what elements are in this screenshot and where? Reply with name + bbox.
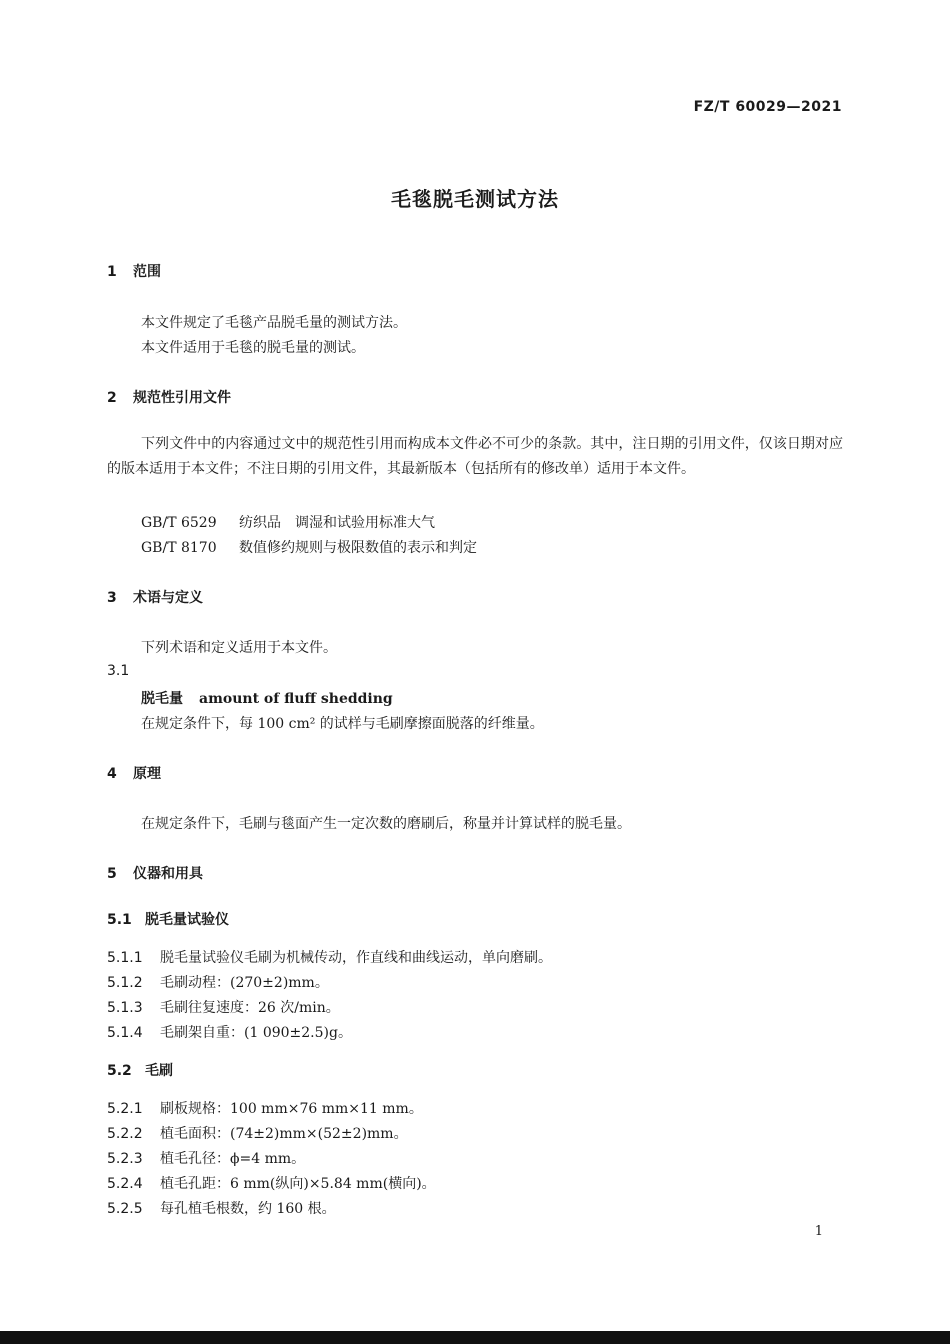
clause-item <box>107 1173 436 1193</box>
paragraph: 本文件适用于毛毯的脱毛量的测试。 <box>141 340 365 356</box>
reference-code: GB/T 6529 <box>141 515 217 531</box>
section-number: 2 <box>107 390 117 406</box>
clause-number: 5.2.1 <box>107 1101 143 1117</box>
clause-number: 5.2.3 <box>107 1151 143 1167</box>
clause-text: 脱毛量试验仪毛刷为机械传动，作直线和曲线运动，单向磨刷。 <box>160 950 552 966</box>
subsection-5-2-heading <box>107 1060 173 1080</box>
subsection-title: 脱毛量试验仪 <box>145 912 229 928</box>
reference-name: 纺织品 调湿和试验用标准大气 <box>239 515 435 531</box>
clause-number: 5.1.2 <box>107 975 143 991</box>
subsection-5-1-heading <box>107 909 229 929</box>
reference-name: 数值修约规则与极限数值的表示和判定 <box>239 540 477 556</box>
subsection-number: 5.1 <box>107 912 132 928</box>
section-title: 规范性引用文件 <box>133 390 231 406</box>
clause-number: 5.1.4 <box>107 1025 143 1041</box>
term-english: amount of fluff shedding <box>199 691 393 707</box>
section-title: 原理 <box>133 766 161 782</box>
clause-item <box>107 1148 305 1168</box>
section-number: 3 <box>107 590 117 606</box>
section-3-heading <box>107 587 203 607</box>
term-definition: 在规定条件下，每 100 cm² 的试样与毛刷摩擦面脱落的纤维量。 <box>141 716 544 732</box>
reference-code: GB/T 8170 <box>141 540 217 556</box>
clause-text: 植毛面积：(74±2)mm×(52±2)mm。 <box>160 1126 408 1142</box>
subsection-title: 毛刷 <box>145 1063 173 1079</box>
page-number: 1 <box>814 1224 823 1239</box>
term-entry <box>141 688 393 708</box>
clause-number: 5.2.4 <box>107 1176 143 1192</box>
standard-number: FZ/T 60029—2021 <box>693 99 842 115</box>
section-number: 4 <box>107 766 117 782</box>
section-5-heading <box>107 863 203 883</box>
section-number: 5 <box>107 866 117 882</box>
paragraph: 本文件规定了毛毯产品脱毛量的测试方法。 <box>141 315 407 331</box>
clause-text: 刷板规格：100 mm×76 mm×11 mm。 <box>160 1101 423 1117</box>
clause-number: 5.2.5 <box>107 1201 143 1217</box>
clause-item <box>107 972 329 992</box>
clause-item <box>107 1123 408 1143</box>
section-title: 术语与定义 <box>133 590 203 606</box>
paragraph: 在规定条件下，毛刷与毯面产生一定次数的磨刷后，称量并计算试样的脱毛量。 <box>141 816 631 832</box>
reference-entry <box>141 537 477 557</box>
clause-number: 5.1.3 <box>107 1000 143 1016</box>
clause-text: 植毛孔距：6 mm(纵向)×5.84 mm(横向)。 <box>160 1176 436 1192</box>
clause-number: 5.1.1 <box>107 950 143 966</box>
clause-text: 毛刷动程：(270±2)mm。 <box>160 975 329 991</box>
clause-text: 植毛孔径：ϕ=4 mm。 <box>160 1151 306 1167</box>
bottom-edge-bar <box>0 1331 950 1344</box>
clause-item <box>107 1098 423 1118</box>
clause-text: 每孔植毛根数，约 160 根。 <box>160 1201 336 1217</box>
section-2-heading <box>107 387 231 407</box>
normative-references-paragraph: 下列文件中的内容通过文中的规范性引用而构成本文件必不可少的条款。其中，注日期的引用文件，仅该日期对应的版本适用于本文件；不注日期的引用文件，其最新版本（包括所有的修改单）适用于本文件。 <box>107 436 843 477</box>
paragraph: 下列术语和定义适用于本文件。 <box>141 640 337 656</box>
section-number: 1 <box>107 264 117 280</box>
term-chinese: 脱毛量 <box>141 691 183 707</box>
clause-item <box>107 997 340 1017</box>
clause-text: 毛刷架自重：(1 090±2.5)g。 <box>160 1025 352 1041</box>
clause-item <box>107 1022 352 1042</box>
subsection-number: 5.2 <box>107 1063 132 1079</box>
clause-item <box>107 1198 336 1218</box>
section-1-heading <box>107 261 161 281</box>
section-4-heading <box>107 763 161 783</box>
document-title: 毛毯脱毛测试方法 <box>391 187 559 211</box>
clause-item <box>107 947 552 967</box>
clause-number: 5.2.2 <box>107 1126 143 1142</box>
clause-text: 毛刷往复速度：26 次/min。 <box>160 1000 340 1016</box>
term-number: 3.1 <box>107 663 130 679</box>
section-title: 范围 <box>133 264 161 280</box>
reference-entry <box>141 512 435 532</box>
section-title: 仪器和用具 <box>133 866 203 882</box>
